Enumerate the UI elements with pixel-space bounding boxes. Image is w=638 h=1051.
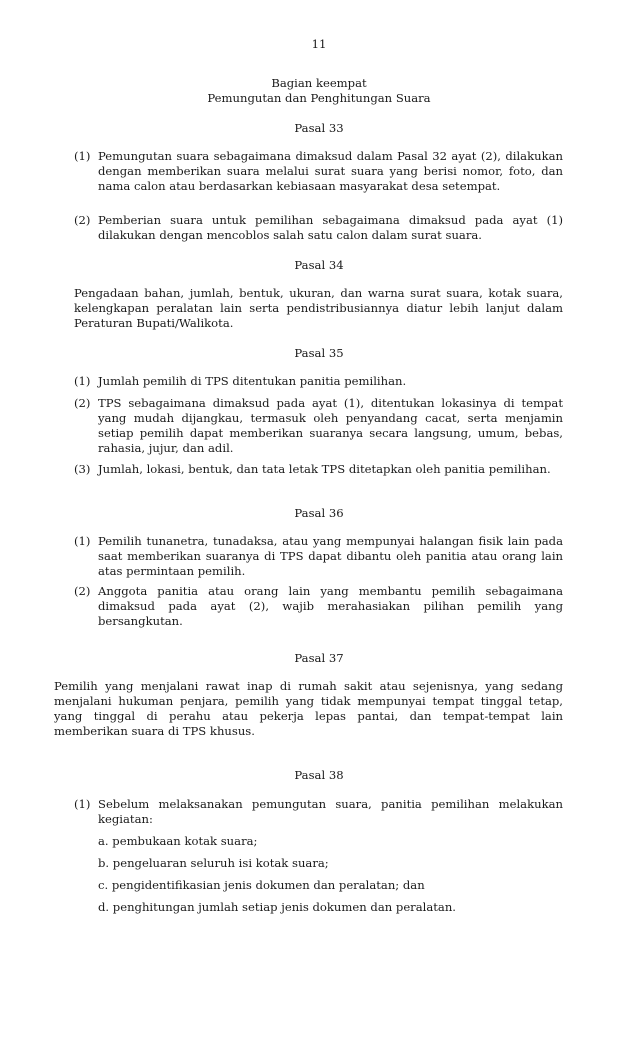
subitem-a: a. pembukaan kotak suara; bbox=[98, 834, 258, 848]
item-text: Pemungutan suara sebagaimana dimaksud dalam Pasal 32 ayat (2), dilakukan dengan memberikan suara melalui surat suara yang berisi nomor, foto, dan nama calon atau berdasarkan kebiasaan masyarakat desa setempat. bbox=[98, 149, 563, 193]
pasal-35-item-2 bbox=[74, 396, 563, 456]
pasal-37-heading: Pasal 37 bbox=[294, 651, 344, 665]
item-number: (2) bbox=[74, 584, 91, 598]
pasal-33-heading: Pasal 33 bbox=[294, 121, 344, 135]
pasal-36-heading: Pasal 36 bbox=[294, 506, 344, 520]
item-number: (1) bbox=[74, 374, 91, 388]
item-number: (3) bbox=[74, 462, 91, 476]
item-number: (2) bbox=[74, 213, 91, 227]
pasal-37-text: Pemilih yang menjalani rawat inap di rumah sakit atau sejenisnya, yang sedang menjalani hukuman penjara, pemilih yang tidak mempunyai tempat tinggal tetap, yang tinggal di perahu atau pekerja lepas pantai, dan tempat-tempat lain memberikan suara di TPS khusus. bbox=[54, 679, 563, 738]
item-number: (1) bbox=[74, 149, 91, 163]
item-number: (1) bbox=[74, 534, 91, 548]
pasal-34-text: Pengadaan bahan, jumlah, bentuk, ukuran, dan warna surat suara, kotak suara, kelengkapan peralatan lain serta pendistribusiannya diatur lebih lanjut dalam Peraturan Bupati/Walikota. bbox=[74, 286, 563, 330]
item-number: (2) bbox=[74, 396, 91, 410]
item-text: Sebelum melaksanakan pemungutan suara, panitia pemilihan melakukan kegiatan: bbox=[98, 797, 563, 826]
item-text: Anggota panitia atau orang lain yang membantu pemilih sebagaimana dimaksud pada ayat (2), wajib merahasiakan pilihan pemilih yang bersangkutan. bbox=[98, 584, 563, 628]
item-text: TPS sebagaimana dimaksud pada ayat (1), ditentukan lokasinya di tempat yang mudah dijangkau, termasuk oleh penyandang cacat, serta menjamin setiap pemilih dapat memberikan suaranya secara langsung, umum, bebas, rahasia, jujur, dan adil. bbox=[98, 396, 563, 455]
subitem-c: c. pengidentifikasian jenis dokumen dan peralatan; dan bbox=[98, 878, 425, 892]
subitem-b: b. pengeluaran seluruh isi kotak suara; bbox=[98, 856, 329, 870]
pasal-34-heading: Pasal 34 bbox=[294, 258, 344, 272]
item-text: Pemberian suara untuk pemilihan sebagaimana dimaksud pada ayat (1) dilakukan dengan mencoblos salah satu calon dalam surat suara. bbox=[98, 213, 563, 242]
pasal-35-heading: Pasal 35 bbox=[294, 346, 344, 360]
pasal-36-item-1 bbox=[74, 534, 563, 579]
item-number: (1) bbox=[74, 797, 91, 811]
page-number: 11 bbox=[311, 37, 327, 51]
pasal-38-heading: Pasal 38 bbox=[294, 768, 344, 782]
item-text: Jumlah, lokasi, bentuk, dan tata letak TPS ditetapkan oleh panitia pemilihan. bbox=[98, 462, 551, 476]
pasal-35-item-1 bbox=[74, 374, 563, 389]
pasal-35-item-3 bbox=[74, 462, 563, 477]
pasal-38-item-1 bbox=[74, 797, 563, 915]
part-subtitle: Pemungutan dan Penghitungan Suara bbox=[207, 91, 431, 105]
part-title: Bagian keempat bbox=[271, 76, 367, 90]
subitem-d: d. penghitungan jumlah setiap jenis dokumen dan peralatan. bbox=[98, 900, 456, 914]
pasal-36-item-2 bbox=[74, 584, 563, 629]
pasal-33-item-1 bbox=[74, 149, 563, 194]
item-text: Jumlah pemilih di TPS ditentukan panitia pemilihan. bbox=[98, 374, 407, 388]
item-text: Pemilih tunanetra, tunadaksa, atau yang mempunyai halangan fisik lain pada saat memberikan suaranya di TPS dapat dibantu oleh panitia atau orang lain atas permintaan pemilih. bbox=[98, 534, 563, 578]
pasal-33-item-2 bbox=[74, 213, 563, 243]
